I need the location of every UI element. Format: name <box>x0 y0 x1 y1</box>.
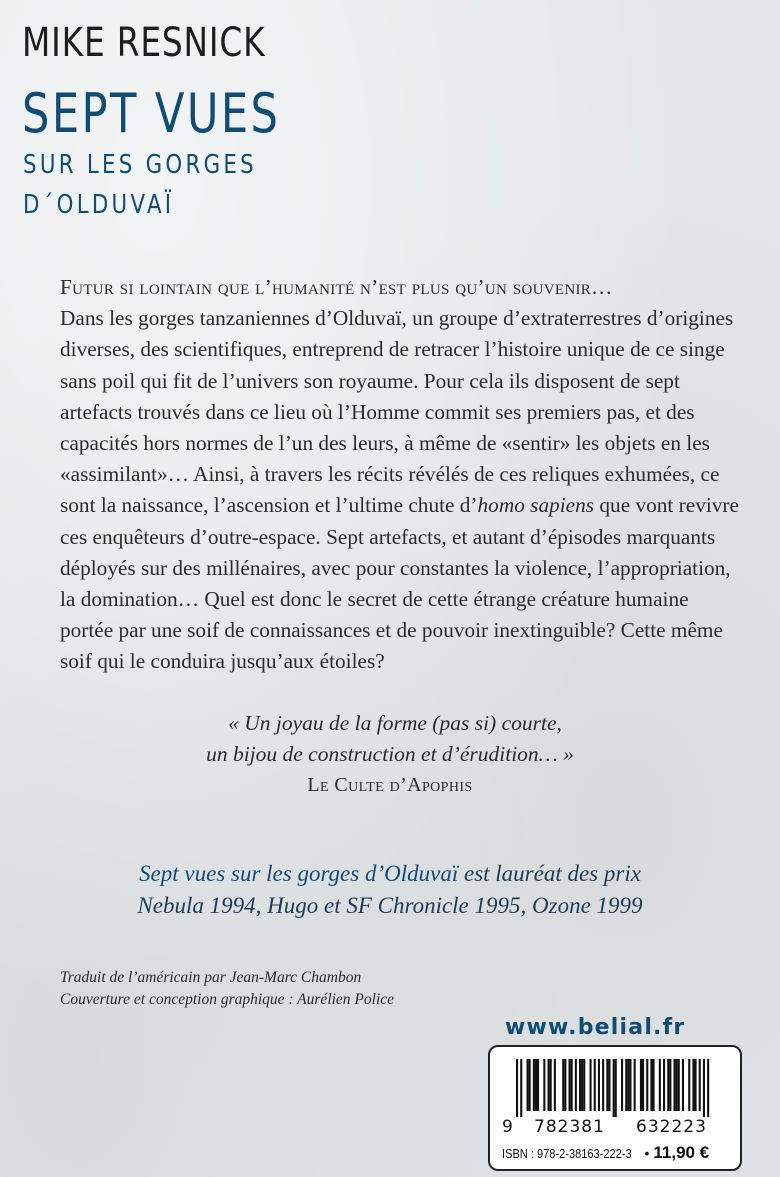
isbn-price-line <box>502 1143 734 1163</box>
barcode-icon <box>516 1059 716 1117</box>
blurb-text-part1: Dans les gorges tanzaniennes d’Olduvaï, un groupe d’extraterrestres d’origines diverses, des scientifiques, entreprend de retracer l’histoire unique de ce singe sans poil qui fit de l’univers son royaume. Pour cela ils disposent de sept artefacts trouvés dans ce lieu où l’Homme commit ses premiers pas, et des capacités hors normes de l’un des leurs, à même de «sentir» les objets en les «assimilant»… Ainsi, à travers les récits révélés de ces reliques exhumées, ce sont la naissance, l’ascension et l’ultime chute d’ <box>60 306 734 518</box>
award-list: Nebula 1994, Hugo et SF Chronicle 1995, Ozone 1999 <box>137 893 643 918</box>
quote-line2: un bijou de construction et d’érudition… » <box>206 742 574 766</box>
blurb-italic-term: homo sapiens <box>477 493 595 518</box>
translator-credit: Traduit de l’américain par Jean-Marc Chambon <box>60 969 362 986</box>
cover-design-credit: Couverture et conception graphique : Aurélien Police <box>60 991 395 1008</box>
book-subtitle-line1: SUR LES GORGES <box>23 150 257 180</box>
blurb <box>60 272 740 678</box>
credits <box>60 967 394 1011</box>
barcode-digits <box>502 1117 732 1137</box>
blurb-lead: Futur si lointain que l’humanité n’est plus qu’un souvenir… <box>60 275 613 299</box>
review-quote <box>0 708 780 801</box>
barcode-panel <box>488 1045 742 1171</box>
barcode-digit-first: 9 <box>502 1117 513 1137</box>
price: 11,90 € <box>653 1143 710 1162</box>
quote-source: Le Culte d’Apophis <box>307 774 473 796</box>
award-text: est lauréat des prix <box>458 861 641 886</box>
award-book-title: Sept vues sur les gorges d’Olduvaï <box>139 861 459 886</box>
award-statement <box>0 858 780 922</box>
book-subtitle-line2: D´OLDUVAÏ <box>23 190 175 220</box>
barcode-digits-left: 782381 <box>534 1117 605 1137</box>
book-title: SEPT VUES <box>22 82 281 145</box>
bullet-separator: • <box>644 1145 650 1161</box>
blurb-text-part2: que vont revivre ces enquêteurs d’outre-espace. Sept artefacts, et autant d’épisodes marquants déployés sur des millénaires, avec pour constantes la violence, l’appropriation, la domination… Quel est donc le secret de cette étrange créature humaine portée par une soif de connaissances et de pouvoir inextinguible? Cette même soif qui le conduira jusqu’aux étoiles? <box>60 493 739 674</box>
quote-line1: « Un joyau de la forme (pas si) courte, <box>228 711 562 735</box>
barcode-digits-right: 632223 <box>636 1117 707 1137</box>
isbn-number: ISBN : 978-2-38163-222-3 <box>502 1146 632 1161</box>
publisher-url[interactable]: www.belial.fr <box>505 1015 686 1040</box>
author-name: MIKE RESNICK <box>22 20 266 66</box>
